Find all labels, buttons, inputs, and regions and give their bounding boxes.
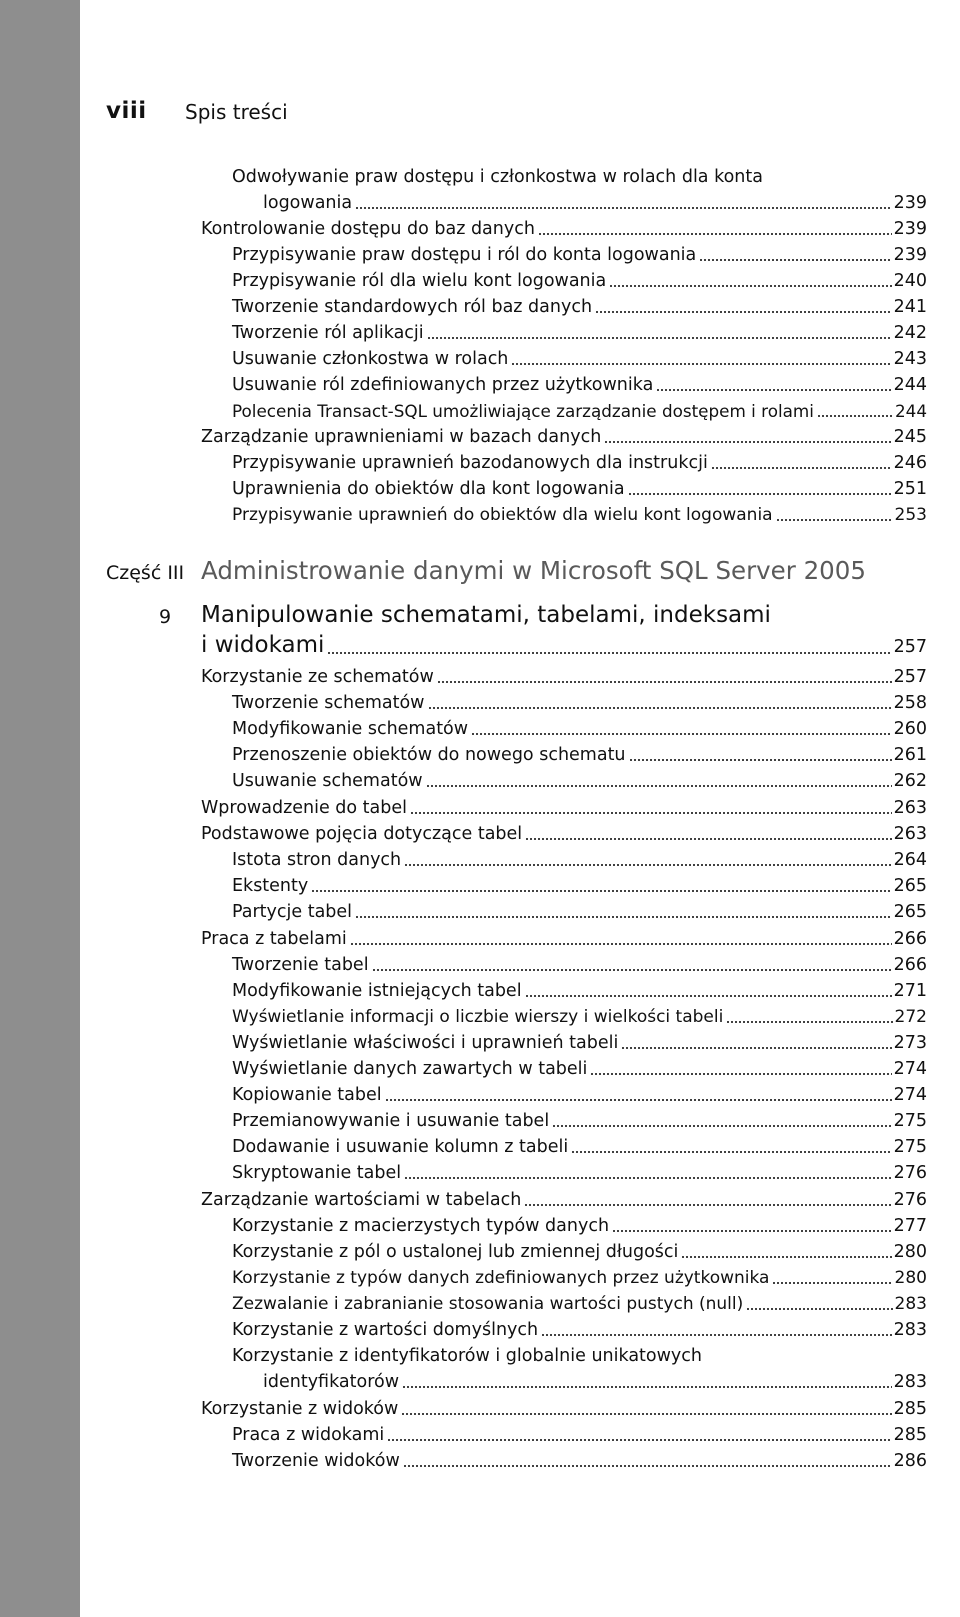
dot-leader [402, 1385, 892, 1389]
toc-entry[interactable] [232, 1108, 927, 1134]
toc-entry-text: Przypisywanie uprawnień do obiektów dla wielu kont logowania [232, 505, 773, 525]
toc-page-number: 274 [893, 1085, 927, 1105]
dot-leader [327, 651, 891, 655]
toc-entry-text: Przypisywanie uprawnień bazodanowych dla instrukcji [232, 453, 708, 473]
dot-leader [404, 863, 891, 867]
toc-entry[interactable] [201, 821, 927, 847]
toc-entry-text: Wprowadzenie do tabel [201, 798, 408, 818]
toc-page-number: 242 [893, 323, 927, 343]
toc-entry[interactable] [201, 424, 927, 450]
toc-entry-text: Korzystanie z widoków [201, 1399, 399, 1419]
dot-leader [355, 206, 891, 210]
part-label: Część III [106, 562, 185, 584]
toc-page-number: 260 [893, 719, 927, 739]
chapter-title[interactable]: Manipulowanie schematami, tabelami, indeksami [201, 602, 771, 628]
dot-leader [609, 284, 891, 288]
toc-entry-text: Przemianowywanie i usuwanie tabel [232, 1111, 550, 1131]
toc-entry[interactable] [232, 1317, 927, 1343]
toc-entry[interactable] [263, 1369, 927, 1395]
toc-page-number: 286 [893, 1451, 927, 1471]
toc-entry[interactable] [232, 1265, 927, 1291]
toc-page-number: 265 [893, 876, 927, 896]
toc-entry[interactable] [232, 952, 927, 978]
toc-page-number: 285 [893, 1399, 927, 1419]
toc-page-number: 276 [893, 1190, 927, 1210]
dot-leader [571, 1150, 891, 1154]
dot-leader [387, 1438, 891, 1442]
toc-page-number: 244 [893, 375, 927, 395]
toc-entry-text: Przypisywanie praw dostępu i ról do konta logowania [232, 245, 697, 265]
toc-entry[interactable] [201, 664, 927, 690]
toc-entry[interactable] [232, 1422, 927, 1448]
toc-entry-text: Modyfikowanie schematów [232, 719, 469, 739]
chapter-number: 9 [159, 606, 172, 628]
toc-page-number: 241 [893, 297, 927, 317]
toc-entry-text: Kontrolowanie dostępu do baz danych [201, 219, 535, 239]
dot-leader [511, 362, 891, 366]
toc-page-number: 276 [893, 1163, 927, 1183]
toc-page-number: 239 [893, 245, 927, 265]
dot-leader [681, 1255, 891, 1259]
dot-leader [404, 1176, 891, 1180]
toc-page-number: 283 [893, 1320, 927, 1340]
toc-page-number: 263 [893, 824, 927, 844]
dot-leader [628, 492, 892, 496]
toc-entry[interactable] [232, 1004, 927, 1030]
dot-leader [471, 732, 892, 736]
toc-entry[interactable] [232, 847, 927, 873]
dot-leader [776, 518, 893, 522]
toc-entry-text: Wyświetlanie właściwości i uprawnień tabeli [232, 1033, 619, 1053]
toc-entry[interactable] [232, 690, 927, 716]
dot-leader [699, 258, 891, 262]
toc-page-number: 280 [893, 1242, 927, 1262]
toc-entry-text: Usuwanie schematów [232, 771, 423, 791]
toc-page-number: 285 [893, 1425, 927, 1445]
toc-entry[interactable] [232, 768, 927, 794]
dot-leader [350, 942, 892, 946]
dot-leader [552, 1124, 891, 1128]
toc-entry[interactable] [232, 1239, 927, 1265]
dot-leader [541, 1333, 891, 1337]
toc-entry[interactable] [232, 1030, 927, 1056]
toc-entry-text: Tworzenie tabel [232, 955, 369, 975]
dot-leader [711, 466, 892, 470]
toc-entry[interactable] [232, 398, 927, 424]
toc-page-number: 251 [893, 479, 927, 499]
toc-entry-text: Usuwanie członkostwa w rolach [232, 349, 509, 369]
toc-entry[interactable] [232, 873, 927, 899]
toc-entry[interactable] [232, 450, 927, 476]
toc-entry-text: Podstawowe pojęcia dotyczące tabel [201, 824, 523, 844]
toc-entry[interactable] [232, 1448, 927, 1474]
toc-entry-text: identyfikatorów [263, 1372, 400, 1392]
toc-entry[interactable] [232, 899, 927, 925]
toc-entry-text: Korzystanie z identyfikatorów i globalnie unikatowych [232, 1346, 702, 1366]
dot-leader [524, 1203, 891, 1207]
dot-leader [656, 388, 891, 392]
toc-entry[interactable] [232, 242, 927, 268]
toc-page-number: 275 [893, 1111, 927, 1131]
dot-leader [525, 994, 892, 998]
chapter-title-entry[interactable] [201, 629, 927, 661]
dot-leader [311, 889, 891, 893]
dot-leader [604, 440, 891, 444]
toc-page-number: 263 [893, 798, 927, 818]
toc-entry[interactable] [232, 742, 927, 768]
toc-entry-text: Wyświetlanie danych zawartych w tabeli [232, 1059, 588, 1079]
dot-leader [372, 968, 892, 972]
dot-leader [437, 680, 892, 684]
toc-entry[interactable] [232, 268, 927, 294]
toc-entry[interactable] [201, 216, 927, 242]
toc-page-number: 283 [893, 1372, 927, 1392]
dot-leader [538, 232, 892, 236]
toc-entry-text: Partycje tabel [232, 902, 353, 922]
toc-entry[interactable] [201, 1396, 927, 1422]
part-title[interactable]: Administrowanie danymi w Microsoft SQL Server 2005 [201, 556, 866, 585]
dot-leader [355, 915, 892, 919]
toc-page-number: 246 [893, 453, 927, 473]
toc-page-number: 280 [894, 1268, 927, 1288]
toc-page-number: 271 [893, 981, 927, 1001]
toc-entry[interactable] [232, 502, 927, 528]
toc-entry[interactable] [232, 716, 927, 742]
toc-page-number: 244 [894, 401, 927, 421]
toc-page-number: 258 [893, 693, 927, 713]
toc-entry-text: Tworzenie standardowych ról baz danych [232, 297, 593, 317]
toc-entry-text: Wyświetlanie informacji o liczbie wierszy i wielkości tabeli [232, 1007, 724, 1027]
toc-entry-text: Modyfikowanie istniejących tabel [232, 981, 522, 1001]
toc-entry-text: Usuwanie ról zdefiniowanych przez użytkownika [232, 375, 654, 395]
dot-leader [590, 1072, 891, 1076]
dot-leader [772, 1281, 892, 1285]
toc-entry[interactable] [201, 795, 927, 821]
toc-entry-text: Korzystanie ze schematów [201, 667, 434, 687]
toc-entry[interactable] [232, 346, 927, 372]
toc-entry-text: Korzystanie z wartości domyślnych [232, 1320, 539, 1340]
dot-leader [629, 758, 892, 762]
toc-entry-text: Zarządzanie uprawnieniami w bazach danych [201, 427, 602, 447]
toc-entry-text: Zezwalanie i zabranianie stosowania wartości pustych (null) [232, 1294, 744, 1314]
toc-entry[interactable] [232, 1291, 927, 1317]
toc-entry-text: Istota stron danych [232, 850, 402, 870]
toc-page-number: 245 [893, 427, 927, 447]
toc-entry-text: Tworzenie widoków [232, 1451, 400, 1471]
toc-entry[interactable] [232, 1213, 927, 1239]
toc-entry-text: Tworzenie schematów [232, 693, 425, 713]
toc-page-number: 274 [893, 1059, 927, 1079]
toc-entry-text: Praca z tabelami [201, 929, 347, 949]
toc-entry[interactable] [232, 1160, 927, 1186]
toc-entry[interactable] [232, 320, 927, 346]
side-margin-bar [0, 0, 80, 1617]
toc-entry-text: Korzystanie z macierzystych typów danych [232, 1216, 610, 1236]
toc-page-number: 273 [893, 1033, 927, 1053]
dot-leader [403, 1464, 892, 1468]
toc-entry-text: Korzystanie z typów danych zdefiniowanych przez użytkownika [232, 1268, 770, 1288]
toc-entry-text: Dodawanie i usuwanie kolumn z tabeli [232, 1137, 569, 1157]
dot-leader [385, 1098, 892, 1102]
toc-page-number: 253 [894, 505, 927, 525]
toc-entry-text: Przypisywanie ról dla wielu kont logowania [232, 271, 607, 291]
dot-leader [428, 706, 892, 710]
toc-page-number: 265 [893, 902, 927, 922]
chapter-title-line2: i widokami [201, 632, 325, 658]
toc-page-number: 272 [894, 1007, 927, 1027]
toc-entry[interactable] [232, 1082, 927, 1108]
toc-entry-text: Praca z widokami [232, 1425, 385, 1445]
dot-leader [726, 1020, 892, 1024]
toc-entry-text: Zarządzanie wartościami w tabelach [201, 1190, 522, 1210]
toc-entry-text: Skryptowanie tabel [232, 1163, 402, 1183]
running-title: Spis treści [185, 100, 288, 124]
toc-entry-text: Korzystanie z pól o ustalonej lub zmiennej długości [232, 1242, 679, 1262]
toc-entry[interactable] [201, 926, 927, 952]
toc-entry[interactable] [232, 294, 927, 320]
dot-leader [426, 784, 892, 788]
toc-entry[interactable] [232, 1056, 927, 1082]
dot-leader [612, 1229, 892, 1233]
toc-page-number: 262 [893, 771, 927, 791]
toc-entry[interactable] [232, 978, 927, 1004]
toc-entry-text: Polecenia Transact-SQL umożliwiające zarządzanie dostępem i rolami [232, 401, 814, 421]
toc-page-number: 257 [893, 637, 927, 657]
toc-page-number: 261 [893, 745, 927, 765]
toc-entry[interactable] [232, 1134, 927, 1160]
toc-entry-text: Tworzenie ról aplikacji [232, 323, 424, 343]
dot-leader [595, 310, 892, 314]
toc-page-number: 277 [893, 1216, 927, 1236]
toc-page-number: 266 [893, 929, 927, 949]
toc-entry-text: Uprawnienia do obiektów dla kont logowania [232, 479, 625, 499]
toc-page-number: 240 [893, 271, 927, 291]
toc-page-number: 243 [893, 349, 927, 369]
toc-page-number: 264 [893, 850, 927, 870]
toc-page-number: 266 [893, 955, 927, 975]
dot-leader [410, 811, 892, 815]
dot-leader [817, 414, 893, 418]
toc-entry-text: Przenoszenie obiektów do nowego schematu [232, 745, 626, 765]
toc-page-number: 239 [893, 193, 927, 213]
toc-entry-text: Odwoływanie praw dostępu i członkostwa w rolach dla konta [232, 167, 763, 187]
dot-leader [427, 336, 892, 340]
toc-entry[interactable] [263, 190, 927, 216]
toc-page-number: 275 [893, 1137, 927, 1157]
toc-entry[interactable] [232, 372, 927, 398]
toc-entry[interactable] [232, 476, 927, 502]
dot-leader [401, 1412, 891, 1416]
dot-leader [525, 837, 891, 841]
page-number: viii [106, 98, 147, 124]
dot-leader [746, 1307, 892, 1311]
toc-page-number: 257 [893, 667, 927, 687]
toc-entry-text: Ekstenty [232, 876, 309, 896]
toc-entry-text: Kopiowanie tabel [232, 1085, 382, 1105]
toc-page-number: 239 [893, 219, 927, 239]
toc-entry-text: logowania [263, 193, 353, 213]
dot-leader [621, 1046, 891, 1050]
toc-page-number: 283 [894, 1294, 927, 1314]
toc-entry[interactable] [201, 1187, 927, 1213]
